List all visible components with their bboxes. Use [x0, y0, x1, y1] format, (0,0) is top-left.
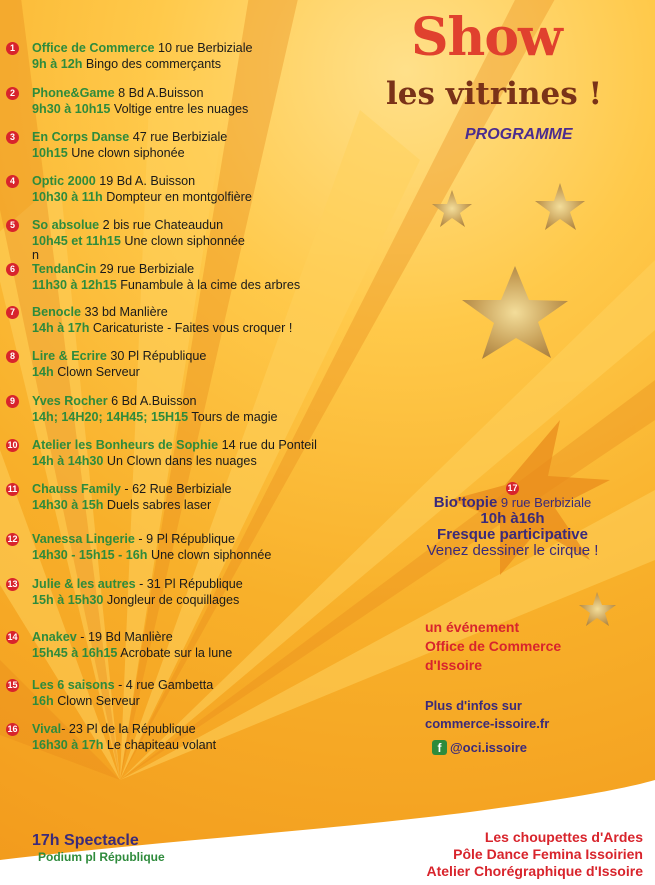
- list-item: [7, 531, 272, 563]
- activity-name: Une clown siphonnée: [120, 234, 245, 248]
- activity-time: 11h30 à 12h15: [32, 278, 117, 292]
- shop-address: - 23 Pl de la République: [61, 722, 196, 736]
- organizer-block: [425, 618, 561, 675]
- info-block: [425, 697, 549, 733]
- shop-name: So absolue: [32, 218, 100, 232]
- star-large-icon: [462, 266, 568, 359]
- number-badge: 1: [6, 42, 19, 55]
- programme-heading: PROGRAMME: [465, 126, 573, 143]
- list-item: [7, 629, 233, 661]
- shop-name: Phone&Game: [32, 86, 115, 100]
- list-item: [9, 129, 228, 161]
- activity-name: Un Clown dans les nuages: [103, 454, 257, 468]
- shop-name: Anakev: [32, 630, 77, 644]
- activity-name: Clown Serveur: [53, 694, 140, 708]
- list-item: [7, 677, 214, 709]
- list-item: [9, 40, 253, 72]
- shop-address: - 31 Pl République: [135, 577, 243, 591]
- shop-name: Optic 2000: [32, 174, 96, 188]
- facebook-handle[interactable]: [432, 740, 527, 755]
- number-badge: 16: [7, 724, 18, 734]
- shop-address: - 9 Pl République: [134, 532, 236, 546]
- title-les-vitrines: les vitrines !: [386, 76, 603, 112]
- number-badge: 14: [7, 632, 18, 642]
- list-item: [9, 85, 249, 117]
- spectacle-place: Podium pl République: [38, 850, 165, 864]
- shop-address: 47 rue Berbiziale: [129, 130, 228, 144]
- activity-name: Une clown siphonnée: [147, 548, 272, 562]
- title-show: Show: [411, 7, 562, 68]
- list-item: [7, 721, 217, 753]
- shop-address: 9 rue Berbiziale: [497, 495, 592, 510]
- number-badge: 13: [7, 579, 18, 589]
- number-badge: 9: [6, 395, 19, 408]
- facebook-text: @oci.issoire: [450, 740, 527, 755]
- organizer-line: un événement: [425, 619, 520, 635]
- shop-name: Vanessa Lingerie: [32, 532, 135, 546]
- number-badge: 8: [6, 350, 19, 363]
- activity-name: Tours de magie: [188, 410, 278, 424]
- activity-time: 16h30 à 17h: [32, 738, 104, 752]
- list-item: [9, 348, 207, 380]
- activity-time: 14h30 - 15h15 - 16h: [32, 548, 148, 562]
- activity-name: Acrobate sur la lune: [117, 646, 233, 660]
- number-badge: 15: [7, 680, 18, 690]
- stray-text: n: [32, 248, 40, 262]
- activity-name: Le chapiteau volant: [103, 738, 217, 752]
- shop-address: 6 Bd A.Buisson: [107, 394, 197, 408]
- activity-time: 14h: [32, 365, 54, 379]
- shop-name: Bio'topie: [433, 494, 498, 511]
- number-badge: 2: [6, 87, 19, 100]
- facebook-icon: f: [432, 740, 447, 755]
- number-badge: 11: [7, 484, 18, 494]
- shop-name: Yves Rocher: [32, 394, 108, 408]
- shop-address: 30 Pl République: [106, 349, 207, 363]
- shop-name: Benocle: [32, 305, 81, 319]
- shop-address: 8 Bd A.Buisson: [114, 86, 204, 100]
- info-label: Plus d'infos sur: [425, 698, 522, 713]
- biotopie-block: [380, 479, 645, 559]
- company-name: Pôle Dance Femina Issoirien: [453, 846, 643, 862]
- star-small-icon: [432, 190, 472, 227]
- activity-time: 14h; 14H20; 14H45; 15H15: [32, 410, 189, 424]
- list-item: [7, 437, 317, 469]
- shop-address: 29 rue Berbiziale: [96, 262, 195, 276]
- number-badge: 7: [6, 306, 19, 319]
- shop-name: Chauss Family: [32, 482, 121, 496]
- activity-time: 14h à 17h: [32, 321, 90, 335]
- star-medium-icon: [535, 183, 585, 230]
- activity-name: Clown Serveur: [53, 365, 140, 379]
- shop-address: - 4 rue Gambetta: [114, 678, 214, 692]
- shop-address: - 19 Bd Manlière: [76, 630, 173, 644]
- shop-name: Lire & Ecrire: [32, 349, 107, 363]
- list-item: [7, 481, 232, 513]
- shop-name: Les 6 saisons: [32, 678, 115, 692]
- shop-address: 33 bd Manlière: [81, 305, 168, 319]
- activity-time: 10h45 et 11h15: [32, 234, 121, 248]
- number-badge: 3: [6, 131, 19, 144]
- list-item: [9, 393, 278, 425]
- activity-time: 14h30 à 15h: [32, 498, 104, 512]
- shop-name: TendanCin: [32, 262, 97, 276]
- activity-time: 16h: [32, 694, 54, 708]
- fresque-invite: Venez dessiner le cirque !: [426, 542, 599, 559]
- number-badge: 17: [507, 483, 518, 493]
- shop-name: Julie & les autres: [32, 577, 136, 591]
- number-badge: 6: [6, 263, 19, 276]
- website-link[interactable]: commerce-issoire.fr: [425, 716, 550, 731]
- shop-address: 2 bis rue Chateaudun: [99, 218, 224, 232]
- activity-name: Dompteur en montgolfière: [102, 190, 252, 204]
- company-name: Atelier Chorégraphique d'Issoire: [426, 863, 643, 879]
- activity-time: 10h à16h: [480, 510, 545, 527]
- activity-time: 10h30 à 11h: [32, 190, 103, 204]
- list-item: [9, 173, 252, 205]
- activity-name: Bingo des commerçants: [82, 57, 221, 71]
- number-badge: 5: [6, 219, 19, 232]
- activity-name: Funambule à la cime des arbres: [116, 278, 301, 292]
- spectacle-title: 17h Spectacle: [32, 832, 139, 849]
- list-item: [7, 576, 243, 608]
- companies-list: [427, 829, 644, 880]
- activity-time: 9h à 12h: [32, 57, 83, 71]
- number-badge: 12: [7, 534, 18, 544]
- number-badge: 4: [6, 175, 19, 188]
- activity-time: 15h à 15h30: [32, 593, 104, 607]
- activity-name: Jongleur de coquillages: [103, 593, 240, 607]
- shop-name: Vival: [32, 722, 62, 736]
- shop-name: En Corps Danse: [32, 130, 130, 144]
- activity-time: 14h à 14h30: [32, 454, 104, 468]
- shop-address: 10 rue Berbiziale: [154, 41, 253, 55]
- list-item: [9, 304, 293, 336]
- activity-name: Une clown siphonée: [67, 146, 185, 160]
- activity-name: Voltige entre les nuages: [110, 102, 249, 116]
- organizer-line: Office de Commerce: [425, 638, 562, 654]
- list-item: [9, 217, 245, 262]
- activity-name: Caricaturiste - Faites vous croquer !: [89, 321, 293, 335]
- number-badge: 10: [7, 440, 18, 450]
- company-name: Les choupettes d'Ardes: [484, 829, 643, 845]
- shop-address: 14 rue du Ponteil: [218, 438, 317, 452]
- shop-address: - 62 Rue Berbiziale: [120, 482, 232, 496]
- activity-time: 10h15: [32, 146, 68, 160]
- fresque-title: Fresque participative: [437, 526, 588, 543]
- shop-address: 19 Bd A. Buisson: [95, 174, 196, 188]
- activity-time: 15h45 à 16h15: [32, 646, 118, 660]
- shop-name: Office de Commerce: [32, 41, 155, 55]
- activity-time: 9h30 à 10h15: [32, 102, 111, 116]
- star-tiny-icon: [579, 592, 616, 626]
- organizer-line: d'Issoire: [425, 657, 483, 673]
- activity-name: Duels sabres laser: [103, 498, 212, 512]
- list-item: [9, 261, 301, 293]
- shop-name: Atelier les Bonheurs de Sophie: [32, 438, 219, 452]
